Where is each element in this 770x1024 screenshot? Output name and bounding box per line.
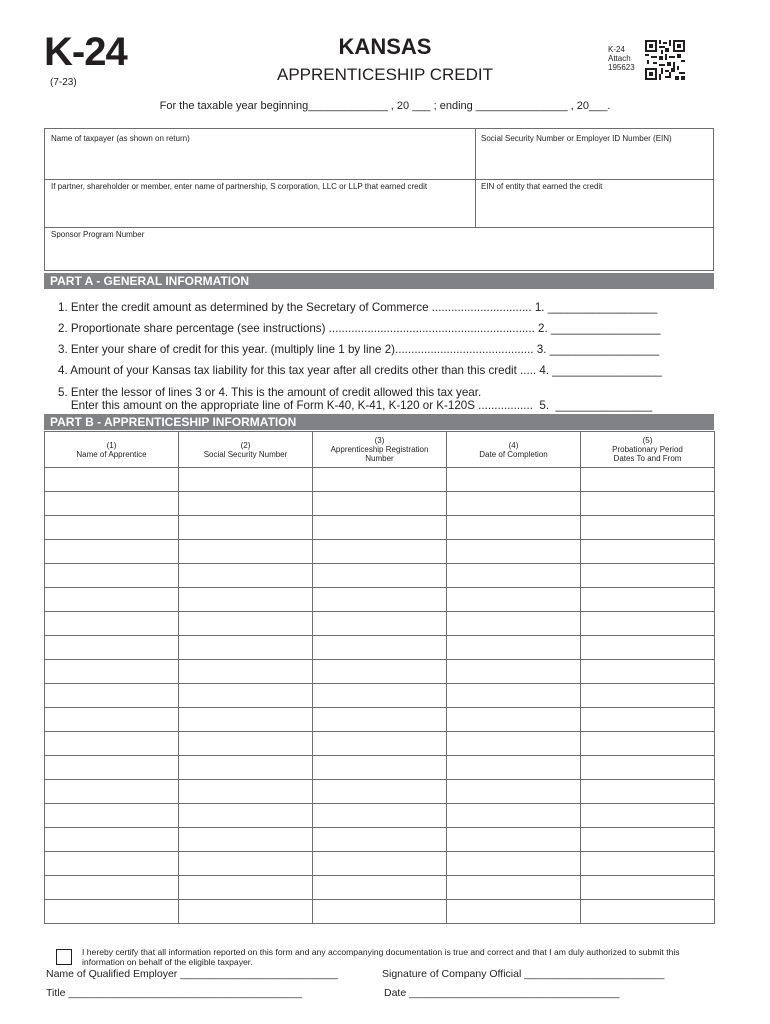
table-cell[interactable] — [45, 540, 179, 564]
table-cell[interactable] — [581, 636, 715, 660]
table-cell[interactable] — [45, 732, 179, 756]
entity-ein-field[interactable] — [475, 177, 715, 227]
table-cell[interactable] — [45, 516, 179, 540]
table-cell[interactable] — [447, 516, 581, 540]
table-cell[interactable] — [179, 492, 313, 516]
table-cell[interactable] — [45, 804, 179, 828]
table-cell[interactable] — [313, 540, 447, 564]
table-cell[interactable] — [179, 468, 313, 492]
attach-line: Attach — [608, 54, 631, 63]
table-row — [45, 540, 715, 564]
divider — [45, 227, 713, 228]
column-header: (2) Social Security Number — [179, 432, 313, 468]
table-cell[interactable] — [447, 636, 581, 660]
table-cell[interactable] — [447, 708, 581, 732]
taxpayer-name-label: Name of taxpayer (as shown on return) — [51, 134, 190, 143]
sponsor-program-label: Sponsor Program Number — [51, 230, 145, 239]
table-cell[interactable] — [179, 876, 313, 900]
attach-code — [608, 45, 635, 72]
table-cell[interactable] — [447, 900, 581, 924]
table-row — [45, 564, 715, 588]
state-name: KANSAS — [338, 34, 432, 59]
revision-date: (7-23) — [50, 77, 77, 88]
table-cell[interactable] — [447, 468, 581, 492]
table-row — [45, 852, 715, 876]
table-cell[interactable] — [179, 636, 313, 660]
table-cell[interactable] — [313, 876, 447, 900]
table-cell[interactable] — [45, 876, 179, 900]
table-cell[interactable] — [581, 804, 715, 828]
ssn-ein-field[interactable] — [475, 129, 715, 179]
table-cell[interactable] — [447, 660, 581, 684]
table-cell[interactable] — [179, 804, 313, 828]
part-a-line-5: 5. Enter the lessor of lines 3 or 4. This is the amount of credit allowed this tax year. — [58, 386, 482, 399]
date-field[interactable]: Date ____________________________________ — [384, 987, 620, 999]
table-row — [45, 732, 715, 756]
table-cell[interactable] — [581, 876, 715, 900]
title-field[interactable]: Title ________________________________________ — [46, 987, 302, 999]
part-a-heading: PART A - GENERAL INFORMATION — [44, 273, 714, 289]
table-cell[interactable] — [447, 756, 581, 780]
table-cell[interactable] — [581, 780, 715, 804]
table-cell[interactable] — [45, 852, 179, 876]
table-cell[interactable] — [179, 684, 313, 708]
table-cell[interactable] — [45, 588, 179, 612]
table-row — [45, 492, 715, 516]
table-cell[interactable] — [313, 852, 447, 876]
table-cell[interactable] — [313, 756, 447, 780]
part-a-line-2[interactable]: 2. Proportionate share percentage (see instructions) ................................................................ 2. _________________ — [58, 322, 661, 335]
taxpayer-name-field[interactable] — [45, 129, 474, 179]
table-cell[interactable] — [581, 612, 715, 636]
part-a-line-5-cont[interactable]: Enter this amount on the appropriate line of Form K-40, K-41, K-120 or K-120S ................. 5. _______________ — [58, 399, 653, 412]
table-row — [45, 612, 715, 636]
table-cell[interactable] — [447, 852, 581, 876]
table-cell[interactable] — [45, 828, 179, 852]
table-row — [45, 804, 715, 828]
attach-line: K-24 — [608, 45, 625, 54]
table-row — [45, 468, 715, 492]
table-cell[interactable] — [45, 780, 179, 804]
table-cell[interactable] — [581, 468, 715, 492]
part-a-line-1[interactable]: 1. Enter the credit amount as determined by the Secretary of Commerce ............................... 1. _________________ — [58, 301, 658, 314]
table-cell[interactable] — [45, 900, 179, 924]
entity-name-label: If partner, shareholder or member, enter name of partnership, S corporation, LLC or LLP that earned credit — [51, 182, 428, 191]
part-a-line-3[interactable]: 3. Enter your share of credit for this year. (multiply line 1 by line 2)........................................... 3. _________________ — [58, 343, 660, 356]
table-cell[interactable] — [179, 588, 313, 612]
table-cell[interactable] — [179, 540, 313, 564]
table-cell[interactable] — [447, 876, 581, 900]
tax-year-line[interactable]: For the taxable year beginning_____________ , 20 ___ ; ending _______________ , 20___. — [159, 100, 611, 112]
certification-text: I hereby certify that all information reported on this form and any accompanying documentation is true and correct and that I am duly authorized to submit this information on behalf of the eligible taxpayer. — [82, 947, 680, 967]
table-cell[interactable] — [179, 780, 313, 804]
table-cell[interactable] — [447, 612, 581, 636]
column-header: (1) Name of Apprentice — [45, 432, 179, 468]
table-cell[interactable] — [581, 732, 715, 756]
table-cell[interactable] — [45, 660, 179, 684]
table-cell[interactable] — [179, 828, 313, 852]
table-cell[interactable] — [313, 564, 447, 588]
part-a-line-4[interactable]: 4. Amount of your Kansas tax liability for this tax year after all credits other than this credit ..... 4. _________________ — [58, 364, 662, 377]
table-cell[interactable] — [45, 684, 179, 708]
table-row — [45, 780, 715, 804]
table-cell[interactable] — [581, 564, 715, 588]
sponsor-program-field[interactable] — [45, 225, 715, 271]
table-cell[interactable] — [45, 612, 179, 636]
table-row — [45, 876, 715, 900]
table-cell[interactable] — [313, 900, 447, 924]
table-cell[interactable] — [179, 516, 313, 540]
table-cell[interactable] — [313, 516, 447, 540]
table-cell[interactable] — [581, 684, 715, 708]
table-cell[interactable] — [45, 492, 179, 516]
table-cell[interactable] — [179, 732, 313, 756]
table-cell[interactable] — [581, 756, 715, 780]
table-header-row — [45, 432, 715, 468]
column-header: (4) Date of Completion — [447, 432, 581, 468]
column-header: (3) Apprenticeship Registration Number — [313, 432, 447, 468]
table-row — [45, 516, 715, 540]
employer-name-field[interactable]: Name of Qualified Employer ___________________________ — [46, 968, 338, 980]
form-code: K-24 — [44, 30, 127, 74]
ssn-ein-label: Social Security Number or Employer ID Number (EIN) — [481, 134, 672, 143]
table-cell[interactable] — [313, 612, 447, 636]
table-cell[interactable] — [313, 804, 447, 828]
certify-checkbox[interactable] — [56, 949, 72, 965]
table-cell[interactable] — [179, 756, 313, 780]
table-row — [45, 636, 715, 660]
table-cell[interactable] — [313, 708, 447, 732]
table-cell[interactable] — [179, 708, 313, 732]
table-row — [45, 684, 715, 708]
taxpayer-info-box — [44, 128, 714, 271]
table-cell[interactable] — [581, 828, 715, 852]
table-cell[interactable] — [447, 804, 581, 828]
divider — [45, 179, 713, 180]
table-cell[interactable] — [179, 852, 313, 876]
table-cell[interactable] — [45, 636, 179, 660]
attach-line: 195623 — [608, 63, 635, 72]
table-cell[interactable] — [179, 660, 313, 684]
table-cell[interactable] — [313, 660, 447, 684]
table-row — [45, 900, 715, 924]
entity-ein-label: EIN of entity that earned the credit — [481, 182, 603, 191]
table-cell[interactable] — [313, 684, 447, 708]
table-cell[interactable] — [179, 564, 313, 588]
table-cell[interactable] — [447, 564, 581, 588]
table-cell[interactable] — [447, 540, 581, 564]
table-cell[interactable] — [447, 684, 581, 708]
table-cell[interactable] — [447, 828, 581, 852]
table-cell[interactable] — [45, 468, 179, 492]
table-cell[interactable] — [313, 732, 447, 756]
table-cell[interactable] — [581, 900, 715, 924]
table-row — [45, 828, 715, 852]
table-cell[interactable] — [45, 756, 179, 780]
part-b-heading: PART B - APPRENTICESHIP INFORMATION — [44, 414, 714, 430]
table-row — [45, 660, 715, 684]
table-cell[interactable] — [313, 468, 447, 492]
table-cell[interactable] — [179, 612, 313, 636]
form-title: APPRENTICESHIP CREDIT — [276, 65, 493, 84]
table-cell[interactable] — [313, 588, 447, 612]
table-cell[interactable] — [581, 708, 715, 732]
table-cell[interactable] — [581, 852, 715, 876]
table-cell[interactable] — [447, 588, 581, 612]
column-header: (5) Probationary Period Dates To and From — [581, 432, 715, 468]
table-cell[interactable] — [447, 780, 581, 804]
divider — [475, 129, 476, 227]
table-cell[interactable] — [45, 564, 179, 588]
table-row — [45, 756, 715, 780]
apprentice-table — [44, 431, 715, 924]
table-cell[interactable] — [179, 900, 313, 924]
entity-name-field[interactable] — [45, 177, 474, 227]
table-row — [45, 708, 715, 732]
table-cell[interactable] — [581, 588, 715, 612]
table-cell[interactable] — [447, 492, 581, 516]
table-cell[interactable] — [313, 636, 447, 660]
table-row — [45, 588, 715, 612]
qr-code-icon — [645, 40, 685, 80]
table-cell[interactable] — [45, 708, 179, 732]
table-cell[interactable] — [581, 516, 715, 540]
table-cell[interactable] — [447, 732, 581, 756]
table-cell[interactable] — [313, 828, 447, 852]
table-cell[interactable] — [313, 780, 447, 804]
table-cell[interactable] — [313, 492, 447, 516]
table-cell[interactable] — [581, 660, 715, 684]
signature-field[interactable]: Signature of Company Official ________________________ — [382, 968, 665, 980]
table-cell[interactable] — [581, 492, 715, 516]
table-cell[interactable] — [581, 540, 715, 564]
